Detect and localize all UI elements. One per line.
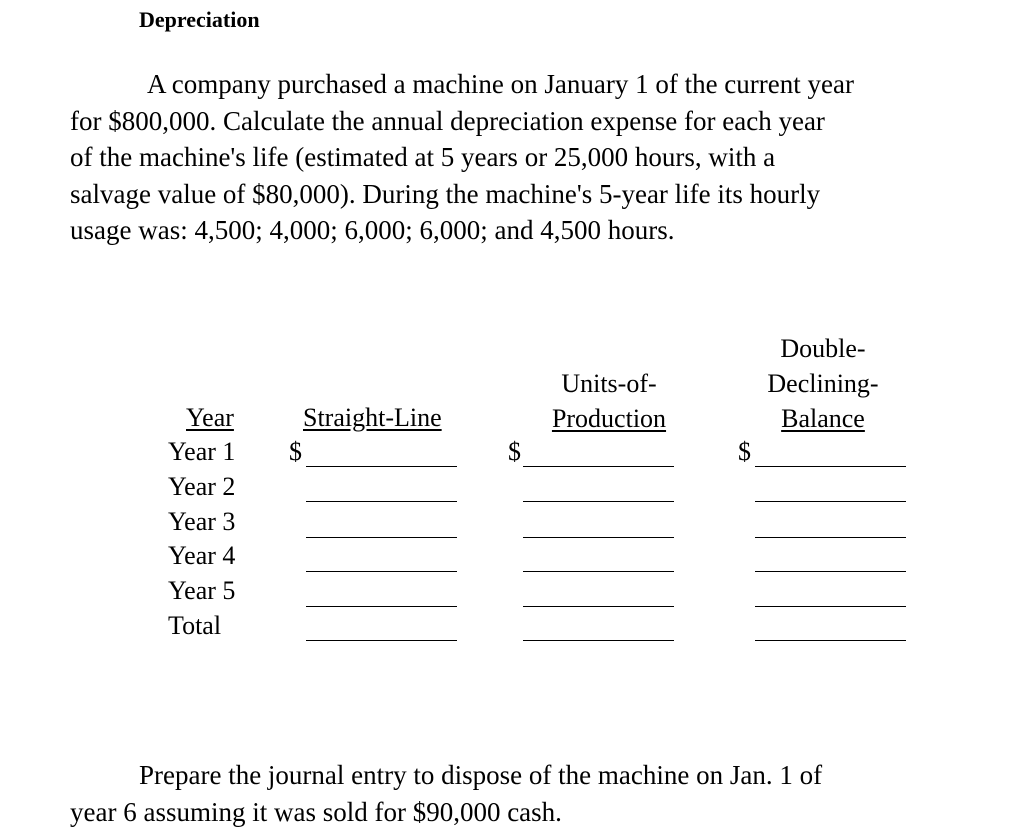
currency-symbol-ddb: $	[738, 435, 751, 469]
document-title: Depreciation	[139, 6, 260, 34]
answer-blank-straight-line-year-4[interactable]	[306, 571, 457, 572]
journal-line-1	[70, 757, 970, 794]
row-label-year-4: Year 4	[168, 539, 235, 573]
problem-line-4: salvage value of $80,000). During the machine's 5-year life its hourly	[70, 176, 970, 213]
answer-blank-straight-line-year-5[interactable]	[306, 606, 457, 607]
header-units-of-production	[543, 366, 675, 436]
row-label-year-2: Year 2	[168, 470, 235, 504]
journal-entry-prompt	[70, 757, 970, 830]
header-ddb-line-3: Balance	[755, 401, 891, 436]
currency-symbol-units: $	[508, 435, 521, 469]
answer-blank-ddb-total[interactable]	[755, 640, 906, 641]
header-ddb-line-2: Declining-	[755, 366, 891, 401]
answer-blank-units-year-5[interactable]	[523, 606, 674, 607]
journal-line-1-text: Prepare the journal entry to dispose of the machine on Jan. 1 of	[139, 760, 822, 790]
answer-blank-units-year-1[interactable]	[523, 466, 674, 467]
currency-symbol-straight-line: $	[289, 435, 302, 469]
answer-blank-ddb-year-5[interactable]	[755, 606, 906, 607]
header-straight-line: Straight-Line	[303, 400, 442, 435]
answer-blank-units-total[interactable]	[523, 640, 674, 641]
problem-line-3: of the machine's life (estimated at 5 years or 25,000 hours, with a	[70, 139, 970, 176]
problem-line-1-text: A company purchased a machine on January 1 of the current year	[147, 69, 854, 99]
answer-blank-ddb-year-1[interactable]	[755, 466, 906, 467]
row-label-year-5: Year 5	[168, 574, 235, 608]
problem-statement	[70, 66, 970, 249]
answer-blank-ddb-year-2[interactable]	[755, 501, 906, 502]
problem-line-2: for $800,000. Calculate the annual depreciation expense for each year	[70, 103, 970, 140]
answer-blank-units-year-2[interactable]	[523, 501, 674, 502]
row-label-year-3: Year 3	[168, 505, 235, 539]
answer-blank-ddb-year-3[interactable]	[755, 537, 906, 538]
answer-blank-straight-line-year-3[interactable]	[306, 537, 457, 538]
row-label-year-1: Year 1	[168, 435, 235, 469]
problem-line-5: usage was: 4,500; 4,000; 6,000; 6,000; and 4,500 hours.	[70, 212, 970, 249]
row-label-total: Total	[168, 609, 221, 643]
answer-blank-straight-line-year-1[interactable]	[306, 466, 457, 467]
journal-line-2: year 6 assuming it was sold for $90,000 cash.	[70, 794, 970, 830]
answer-blank-straight-line-total[interactable]	[306, 640, 457, 641]
header-units-line-1: Units-of-	[543, 366, 675, 401]
answer-blank-units-year-4[interactable]	[523, 571, 674, 572]
answer-blank-straight-line-year-2[interactable]	[306, 501, 457, 502]
answer-blank-ddb-year-4[interactable]	[755, 571, 906, 572]
header-double-declining-balance	[755, 331, 891, 436]
header-units-line-2: Production	[543, 401, 675, 436]
answer-blank-units-year-3[interactable]	[523, 537, 674, 538]
problem-line-1	[70, 66, 970, 103]
header-ddb-line-1: Double-	[755, 331, 891, 366]
header-year: Year	[186, 400, 234, 435]
